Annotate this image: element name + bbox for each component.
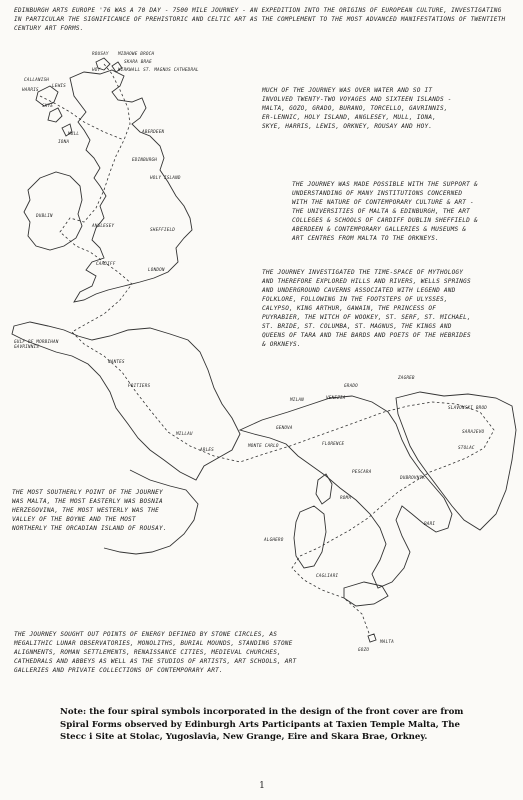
map-label-venice: VENEZIA <box>326 396 346 401</box>
map-label-zagreb: ZAGREB <box>398 376 415 381</box>
italy-coastline <box>240 396 452 588</box>
map-label-rousay: ROUSAY <box>92 52 109 57</box>
map-label-genova: GENOVA <box>276 426 293 431</box>
map-label-nantes: NANTES <box>108 360 125 365</box>
map-label-rome: ROMA <box>340 496 352 501</box>
map-label-kirkwall: KIRKWALL ST. MAGNUS CATHEDRAL <box>118 68 199 73</box>
extremities-text: THE MOST SOUTHERLY POINT OF THE JOURNEY WAS MALTA, THE MOST EASTERLY WAS BOSNIA HERZEGOVINA, THE MOST WESTERLY WAS THE VALLEY OF THE BOYNE AND THE MOST NORTHERLY THE ORCADIAN ISLAND OF ROUSAY. <box>12 489 167 532</box>
map-label-dubrovnik: DUBROVNIK <box>400 476 426 481</box>
map-label-brod: SLAVONSKI BROD <box>448 406 488 411</box>
map-label-pescara: PESCARA <box>352 470 372 475</box>
voyages-text: MUCH OF THE JOURNEY WAS OVER WATER AND SO IT INVOLVED TWENTY-TWO VOYAGES AND SIXTEEN ISLANDS - MALTA, GOZO, GRADO, BURANO, TORCELLO, GAVRINNIS, ER-LENNIC, HOLY ISLAND, ANGLESEY, MULL, IONA, SKYE, HARRIS, LEWIS, ORKNEY, ROUSAY AND HOY. <box>262 87 452 130</box>
support-text: THE JOURNEY WAS MADE POSSIBLE WITH THE SUPPORT & UNDERSTANDING OF MANY INSTITUTIONS CONCERNED WITH THE NATURE OF CONTEMPORARY CULTURE & ART - THE UNIVERSITIES OF MALTA & EDINBURGH, THE ART COLLEGES & SCHOOLS OF CARDIFF DUBLIN SHEFFIELD & ABERDEEN & CONTEMPORARY GALLERIES & MUSEUMS & ART CENTRES FROM MALTA TO THE ORKNEYS. <box>292 181 478 242</box>
map-label-aberdeen: ABERDEEN <box>142 130 165 135</box>
map-label-florence: FLORENCE <box>322 442 345 447</box>
map-label-edinburgh: EDINBURGH <box>132 158 158 163</box>
ireland-coastline <box>24 172 82 250</box>
britain-coastline <box>70 70 192 302</box>
spiral-note: Note: the four spiral symbols incorporated in the design of the front cover are from Spiral Forms observed by Edinburgh Arts Participants at Taxien Temple Malta, The Stecc i Site at Stolac, Yugoslavia, New Grange, Eire and Skara Brae, Orkney. <box>60 707 464 742</box>
map-label-sheffield: SHEFFIELD <box>150 228 176 233</box>
map-label-cardiff: CARDIFF <box>96 262 116 267</box>
sicily-coastline <box>344 582 388 606</box>
journey-route <box>60 64 494 636</box>
map-label-gavrinnis: GULF OF MORBIHAN GAVRINNIS <box>14 340 59 350</box>
map-label-holy-island: HOLY ISLAND <box>150 176 181 181</box>
map-label-gozo: GOZO <box>358 648 370 653</box>
intro-text: EDINBURGH ARTS EUROPE '76 WAS A 70 DAY - 7500 MILE JOURNEY - AN EXPEDITION INTO THE ORIGINS OF EUROPEAN CULTURE, INVESTIGATING IN PARTICULAR THE SIGNIFICANCE OF PREHISTORIC AND CELTIC ART AS THE COMPLEMENT TO THE MOST ADVANCED MANIFESTATIONS OF TWENTIETH CENTURY ART FORMS. <box>14 7 506 32</box>
map-label-monaco: MONTE CARLO <box>248 444 279 449</box>
map-label-callanish: CALLANISH <box>24 78 50 83</box>
map-label-grado: GRADO <box>344 384 358 389</box>
map-label-arles: ARLES <box>200 448 214 453</box>
map-label-skara: SKARA BRAE <box>124 60 152 65</box>
map-label-iona: IONA <box>58 140 70 145</box>
map-label-cagliari: CAGLIARI <box>316 574 339 579</box>
map-label-stolac: STOLAC <box>458 446 475 451</box>
map-label-midhowe: MIDHOWE BROCH <box>118 52 155 57</box>
map-label-mull: MULL <box>68 132 80 137</box>
map-label-anglesey: ANGLESEY <box>92 224 115 229</box>
sardinia-coastline <box>294 506 326 568</box>
mythology-text: THE JOURNEY INVESTIGATED THE TIME-SPACE OF MYTHOLOGY AND THEREFORE EXPLORED HILLS AND RIVERS, WELLS SPRINGS AND UNDERGROUND CAVERNS ASSOCIATED WITH LEGEND AND FOLKLORE, FOLLOWING IN THE FOOTSTEPS OF ULYSSES, CALYPSO, KING ARTHUR, GAWAIN, THE PRINCESS OF PUYRABIER, THE WITCH OF WOOKEY, ST. SERF, ST. MICHAEL, ST. BRIDE, ST. COLUMBA, ST. MAGNUS, THE KINGS AND QUEENS OF TARA AND THE BARDS AND POETS OF THE HEBRIDES & ORKNEYS. <box>262 269 471 348</box>
map-label-london: LONDON <box>148 268 165 273</box>
map-label-sarajevo: SARAJEVO <box>462 430 485 435</box>
map-label-bari: BARI <box>424 522 436 527</box>
map-label-skye: SKYE <box>42 104 54 109</box>
map-label-milan: MILAN <box>290 398 304 403</box>
energy-points-text: THE JOURNEY SOUGHT OUT POINTS OF ENERGY DEFINED BY STONE CIRCLES, AS MEGALITHIC LUNAR OBSERVATORIES, MONOLITHS, BURIAL MOUNDS, STANDING STONE ALIGNMENTS, ROMAN SETTLEMENTS, RENAISSANCE CITIES, MEDIEVAL CHURCHES, CATHEDRALS AND ABBEYS AS WELL AS THE STUDIOS OF ARTISTS, ART SCHOOLS, ART GALLERIES AND PRIVATE COLLECTIONS OF CONTEMPORARY ART. <box>14 631 297 674</box>
map-label-harris: HARRIS <box>22 88 39 93</box>
hebrides-coastline <box>36 86 72 136</box>
map-label-millau: MILLAU <box>176 432 193 437</box>
map-label-alghero: ALGHERO <box>264 538 284 543</box>
map-label-malta: MALTA <box>380 640 394 645</box>
map-label-poitiers: POITIERS <box>128 384 151 389</box>
map-label-dublin: DUBLIN <box>36 214 53 219</box>
malta-coastline <box>368 634 376 642</box>
map-label-hoy: HOY <box>92 68 101 73</box>
map-label-lewis: LEWIS <box>52 84 66 89</box>
page-number: 1 <box>259 781 265 791</box>
